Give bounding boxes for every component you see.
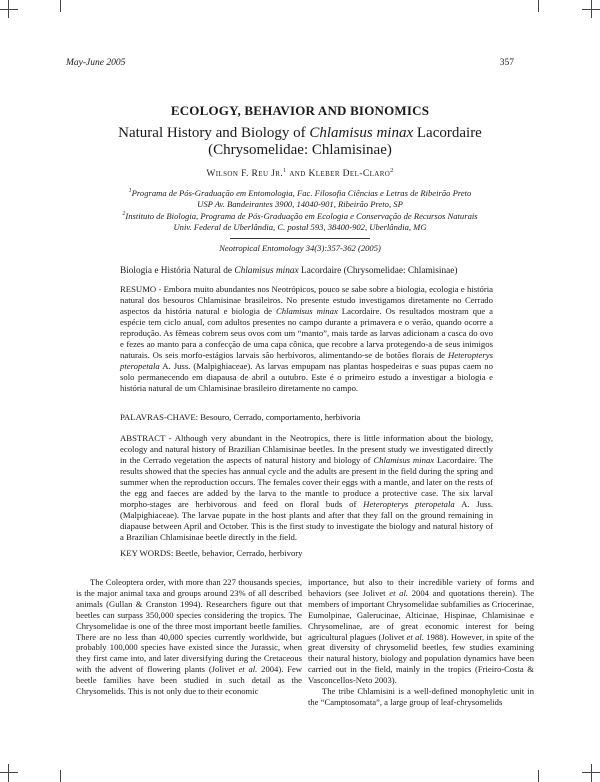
abstract-text: ABSTRACT - Although very abundant in the Neotropics, there is little information about the biology, ecology and natural history of Brazilian Chlamisinae beetles. In the present study we investigated directly in the Cerrado vegetation the aspects of natural history and biology of [120, 433, 493, 465]
body-text: 2004). Few beetle families have been studied in such detail as the Chrysomelids. This is not only due to their economic [76, 664, 302, 697]
affiliation-line: Programa de Pós-Graduação em Entomologia, Fac. Filosofia Ciências e Letras de Ribeirão Preto [131, 188, 472, 198]
title-subtitle: (Chrysomelidae: Chlamisinae) [208, 142, 392, 158]
body-text: 1988). However, in spite of the great diversity of chrysomelid beetles, few studies examining their natural history, biology and population dynamics have been carried out in the field, mainly in the tropics (Frieiro-Costa & Vasconcellos-Neto 2003). [308, 631, 534, 686]
journal-citation: Neotropical Entomology 34(3):357-362 (2005) [219, 243, 381, 253]
body-paragraph: The tribe Chlamisini is a well-defined monophyletic unit in the “Camptosomata”, a large group of leaf-chrysomelids [308, 686, 534, 707]
pt-title-text: Biologia e História Natural de [120, 266, 235, 276]
body-italic: et al. [389, 587, 409, 598]
title-species: Chlamisus minax [309, 125, 414, 141]
body-italic: et al. [406, 631, 424, 642]
crop-mark [591, 764, 592, 782]
body-text: 2004 and quotations therein). The members of important Chrysomelidae subfamilies as Criocerinae, Eumolpinae, Galerucinae, Alticinae, Hispinae, Chlamisinae e Chrysomelinae, are of great economic interest for being agricultural plagues (Jolivet [308, 587, 535, 642]
abstract-species: Chlamisus minax [373, 455, 435, 465]
resumo-species: Chlamisus minax [275, 306, 338, 316]
crop-mark [0, 772, 18, 773]
body-column-left [76, 577, 302, 697]
pt-title-text: Lacordaire (Chrysomelidae: Chlamisinae) [298, 266, 458, 276]
crop-mark [8, 764, 9, 782]
affiliation-line: Univ. Federal de Uberlândia, C. postal 593, 38400-902, Uberlândia, MG [173, 222, 427, 232]
affiliation-marker: 1 [128, 188, 132, 195]
author-2: Kleber Del-Claro [308, 169, 391, 179]
title-text: Lacordaire [413, 125, 482, 141]
pt-title-species: Chlamisus minax [234, 266, 299, 276]
crop-mark [60, 770, 61, 782]
abstract-species: Heteropterys pteropetala [363, 499, 455, 509]
crop-mark [582, 9, 600, 10]
resumo-paragraph [120, 284, 493, 394]
abstract-text: A. Juss. (Malpighiaceae). The larvae pupate in the host plants and after that they fall on the ground remaining in diapause between April and October. This is the first study to investigate the biology and natural history of a Brazilian Chlamisinae beetle directly in the field. [120, 499, 493, 542]
affiliation-line: USP Av. Bandeirantes 3900, 14040-901, Ribeirão Preto, SP [197, 199, 403, 209]
resumo-text: Lacordaire. Os resultados mostram que a espécie tem ciclo anual, com adultos presentes no campo durante a primavera e o verão, quando ocorre a reprodução. As fêmeas cobrem seus ovos com um “manto”, mais tarde as larvas adicionam a casca do ovo e fezes ao manto para a confecção de uma capa cônica, que recobre a larva protegendo-a de seus inimigos naturais. Os seis morfo-estágios larvais são herbívoros, alimentando-se de botões florais de [120, 306, 493, 360]
body-paragraph [308, 577, 534, 686]
affiliation-2 [60, 211, 540, 233]
divider [230, 238, 370, 239]
resumo-species: Heteropterys pteropetala [120, 350, 493, 371]
author-1: Wilson F. Reu Jr. [206, 169, 284, 179]
affiliation-line: Instituto de Biologia, Programa de Pós-Graduação em Ecologia e Conservação de Recursos Naturais [125, 211, 478, 221]
page-number: 357 [499, 58, 514, 68]
abstract-text: Lacordaire. The results showed that the species has annual cycle and the adults are present in the field during the spring and summer when the reproduction occurs. The females cover their eggs with a mantle, and later on the rests of the egg and faeces are added by the larva to the mantle to produce a protective case. The six larval morpho-stages are herbivorous and feed on floral buds of [120, 455, 493, 509]
crop-mark [538, 0, 539, 12]
author-2-affil: 2 [390, 167, 394, 174]
title-text: Natural History and Biology of [118, 125, 310, 141]
body-paragraph [76, 577, 302, 697]
body-text: The Coleoptera order, with more than 227 thousands species, is the major animal taxa and groups around 23% of all described animals (Gullan & Cranston 1994). Researchers figure out that beetles can surpass 350,000 species considering the tropics. The Chrysomelidae is one of the three most important beetle families. There are no less than 40,000 species currently worldwide, but probably 100,000 species have existed since the Jurassic, when they first came into, and later diversifying during the Cretaceous with the advent of flowering plants (Jolivet [76, 577, 302, 675]
resumo-text: A. Juss. (Malpighiaceae). As larvas empupam nas plantas hospedeiras e suas pupas caem no solo permanecendo em diapausa de abril a outubro. Este é o primeiro estudo a investigar a biologia e história natural de um Chlamisinae brasileiro diretamente no campo. [120, 361, 493, 393]
author-1-affil: 1 [283, 167, 287, 174]
affiliation-marker: 2 [122, 211, 126, 218]
author-line [0, 169, 600, 179]
affiliation-1 [60, 188, 540, 210]
running-header: May-June 2005 [66, 58, 126, 68]
section-heading: ECOLOGY, BEHAVIOR AND BIONOMICS [170, 103, 430, 118]
portuguese-title [120, 266, 520, 276]
crop-mark [60, 0, 61, 12]
abstract-paragraph [120, 433, 493, 543]
author-and: and [286, 169, 309, 179]
body-text: importance, but also to their incredible variety of forms and behaviors (see Jolivet [308, 577, 534, 598]
crop-mark [0, 9, 18, 10]
key-words: KEY WORDS: Beetle, behavior, Cerrado, herbivory [120, 548, 303, 558]
palavras-chave: PALAVRAS-CHAVE: Besouro, Cerrado, comportamento, herbivoria [120, 412, 361, 422]
body-italic: et al. [238, 664, 258, 675]
body-column-right [308, 577, 534, 708]
resumo-text: RESUMO - Embora muito abundantes nos Neotrópicos, pouco se sabe sobre a biologia, ecologia e história natural dos besouros Chlamisinae brasileiros. No presente estudo investigamos diretamente no Cerrado aspectos da história natural e biologia de [120, 284, 493, 316]
article-title [60, 125, 540, 159]
crop-mark [582, 772, 600, 773]
crop-mark [538, 770, 539, 782]
